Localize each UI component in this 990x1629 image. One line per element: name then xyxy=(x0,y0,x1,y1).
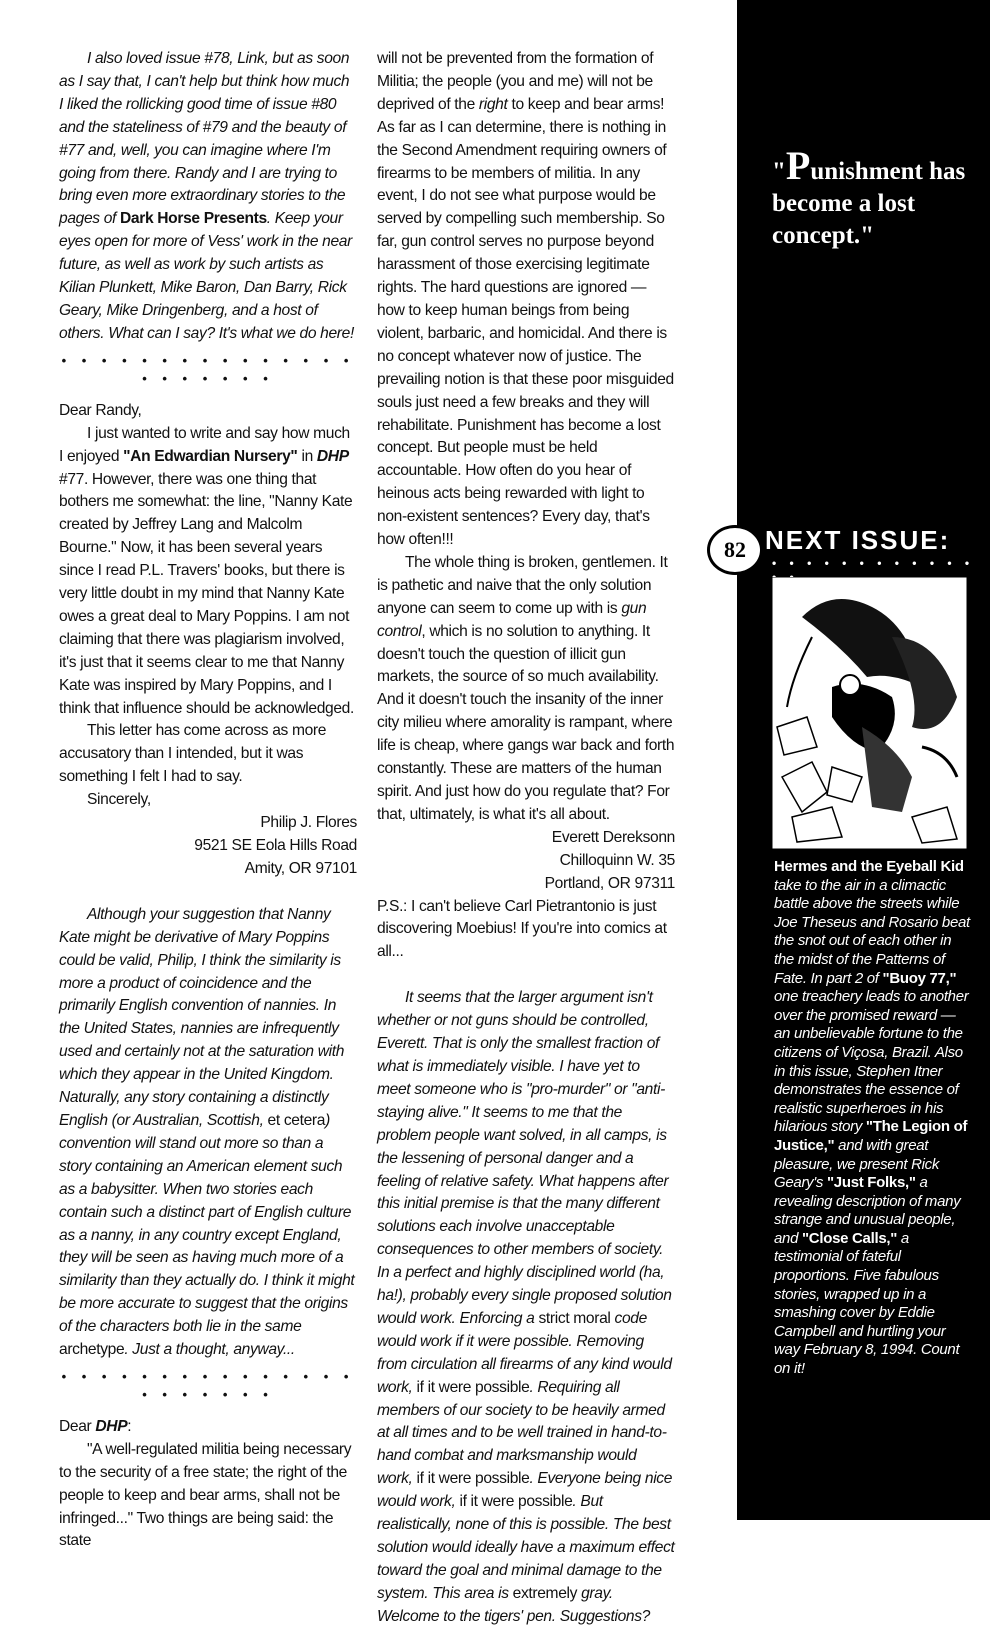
letter-paragraph: This letter has come across as more accusatory than I intended, but it was something I felt I had to say. xyxy=(59,722,327,786)
signature-city: Portland, OR 97311 xyxy=(544,874,675,892)
salutation: Dear Randy, xyxy=(59,401,142,419)
editor-reply-3: It seems that the larger argument isn't whether or not guns should be controlled, Everett. That is only the smallest fraction of what is immediately visible. I have yet to meet someone who is "pro-murder" or "anti-staying alive." It seems to me that the problem people want solved, in all camps, is the lessening of personal danger and a feeling of relative safety. What happens after this initial premise is that the many different solutions each involve unacceptable consequences to other members of society. In a perfect and highly disciplined world (ha, ha!), probably every single proposed solution would work. Enforcing a strict moral code would work if it were possible. Removing from circulation all firearms of any kind would work, if it were possible. Requiring all members of our society to be heavily armed at all times and to be well trained in hand-to-hand combat and marksmanship would work, if it were possible. Everyone being nice would work, if it were possible. But realistically, none of this is possible. The best solution would ideally have a maximum effect toward the goal and minimal damage to the system. This area is extremely gray. Welcome to the tigers' pen. Suggestions? xyxy=(377,989,675,1625)
next-issue-divider: • • • • • • • • • • • • xyxy=(772,556,975,570)
letter-paragraph: The whole thing is broken, gentlemen. It is pathetic and naive that the only solution anyone can seem to come up with is gun control, which is no solution to anything. It doesn't touch the question of illicit gun markets, the source of so much availability. And it doesn't touch the insanity of the inner city milieu where amorality is rampant, where life is cheap, where gangs war back and forth constantly. These are matters of the human spirit. And just how do you regulate that? For that, ultimately, is what it's all about. xyxy=(377,553,675,823)
signature-name: Philip J. Flores xyxy=(260,814,357,832)
salutation: Dear DHP: xyxy=(59,1417,132,1435)
pull-quote: "Punishment has become a lost concept." xyxy=(772,143,966,249)
signature-city: Amity, OR 97101 xyxy=(244,859,357,877)
editor-reply-1: I also loved issue #78, Link, but as soon as I say that, I can't help but think how much I liked the rollicking good time of issue #80 and the stateliness of #79 and the beauty of #77 and, well, you can imagine where I'm going from there. Randy and I are trying to bring even more extraordinary stories to the pages of Dark Horse Presents. Keep your eyes open for more of Vess' work in the near future, as well as work by such artists as Kilian Plunkett, Mike Baron, Dan Barry, Rick Geary, Mike Dringenberg, and a host of others. What can I say? It's what we do here! xyxy=(59,50,354,342)
sign-off: Sincerely, xyxy=(87,791,151,809)
letter-paragraph: "A well-regulated militia being necessary to the security of a free state; the right of the people to keep and bear arms, shall not be infringed..." Two things are being said: the state xyxy=(59,1440,352,1550)
signature-address: 9521 SE Eola Hills Road xyxy=(194,837,357,854)
letter-paragraph: I just wanted to write and say how much I enjoyed "An Edwardian Nursery" in DHP #77. However, there was one thing that bothers me somewhat: the line, "Nanny Kate created by Jeffrey Lang and Malcolm Bourne." Now, it has been several years since I read P.L. Travers' books, but there is very little doubt in my mind that Nanny Kate owes a great deal to Mary Poppins. I am not claiming that there was plagiarism involved, it's just that it seems clear to me that Nanny Kate was inspired by Mary Poppins, and I think that influence should be acknowledged. xyxy=(59,424,354,717)
issue-number-badge: 82 xyxy=(707,525,763,575)
postscript: P.S.: I can't believe Carl Pietrantonio is just discovering Moebius! If you're into comics at all... xyxy=(377,897,667,961)
letter-paragraph: will not be prevented from the formation of Militia; the people (you and me) will not be deprived of the right to keep and bear arms! As far as I can determine, there is nothing in the Second Amendment requiring owners of firearms to be members of militia. In any event, I do not see what purpose would be served by compelling such membership. So far, gun control serves no purpose beyond harassment of those exercising legitimate rights. The hard questions are ignored — how to keep human beings from being violent, barbaric, and homicidal. And there is no concept whatever now of justice. The prevailing notion is that these poor misguided souls just need a few breaks and they will rehabilitate. Punishment has become a lost concept. But people must be held accountable. How often do you hear of heinous acts being rewarded with light to non-existent sentences? Every day, that's how often!!! xyxy=(377,50,674,549)
cover-art-drawing xyxy=(772,577,967,849)
signature-name: Everett Dereksonn xyxy=(551,828,675,846)
section-divider: • • • • • • • • • • • • • • • • • • • • • • xyxy=(61,352,355,386)
editor-reply-2: Although your suggestion that Nanny Kate might be derivative of Mary Poppins could be valid, Philip, I think the similarity is more a product of coincidence and the primarily English convention of nannies. In the United States, nannies are infrequently used and certainly not at the saturation with which they appear in the United Kingdom. Naturally, any story containing a distinctly English (or Australian, Scottish, et cetera) convention will stand out more so than a story containing an American element such as a babysitter. When two stories each contain such a distinct part of English culture as a nanny, in any country except England, they will be seen as having much more of a similarity than they actually do. I think it might be more accurate to suggest that the origins of the characters both lie in the same archetype. Just a thought, anyway... xyxy=(59,905,355,1359)
next-issue-heading: NEXT ISSUE: xyxy=(765,525,951,555)
signature-address: Chilloquinn W. 35 xyxy=(559,851,675,869)
section-divider: • • • • • • • • • • • • • • • • • • • • • • xyxy=(61,1368,355,1402)
next-issue-cover-illustration xyxy=(772,577,967,849)
letters-column-left xyxy=(59,48,357,1553)
letters-column-middle xyxy=(377,48,675,1629)
next-issue-description: Hermes and the Eyeball Kid take to the air in a climactic battle above the streets while Joe Theseus and Rosario beat the snot out of each other in the midst of the Patterns of Fate. In part 2 of "Buoy 77," one treachery leads to another over the promised reward — an unbelievable fortune to the citizens of Viçosa, Brazil. Also in this issue, Stephen Itner demonstrates the essence of realistic superheroes in his hilarious story "The Legion of Justice," and with great pleasure, we present Rick Geary's "Just Folks," a revealing description of many strange and unusual people, and "Close Calls," a testimonial of fateful proportions. Five fabulous stories, wrapped up in a smashing cover by Eddie Campbell and hurtling your way February 8, 1994. Count on it! xyxy=(774,858,970,1378)
